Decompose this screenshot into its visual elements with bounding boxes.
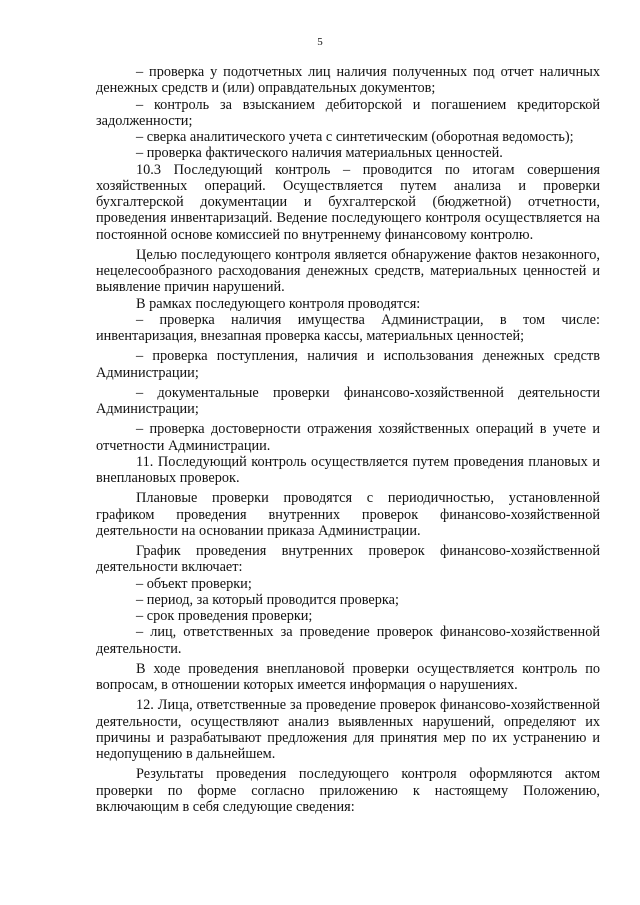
paragraph: – срок проведения проверки; — [136, 608, 313, 624]
paragraph: – проверка у подотчетных лиц наличия полученных под отчет наличных денежных средств и (или) оправдательных документов; — [96, 64, 600, 97]
paragraph: – сверка аналитического учета с синтетическим (оборотная ведомость); — [136, 129, 574, 145]
paragraph: В рамках последующего контроля проводятся: — [136, 295, 421, 312]
paragraph: – объект проверки; — [136, 575, 252, 592]
paragraph: – проверка фактического наличия материальных ценностей. — [136, 145, 503, 162]
paragraph: – документальные проверки финансово-хозяйственной деятельности Администрации; — [96, 384, 600, 417]
document-body — [96, 64, 600, 815]
paragraph: Целью последующего контроля является обнаружение фактов незаконного, нецелесообразного расходования денежных средств, материальных ценностей и выявление причин нарушений. — [96, 246, 600, 296]
paragraph: 12. Лица, ответственные за проведение проверок финансово-хозяйственной деятельности, осуществляют анализ выявленных нарушений, определяют их причины и разрабатывают предложения для принятия мер по их устранению и недопущению в дальнейшем. — [96, 697, 600, 762]
paragraph: – проверка поступления, наличия и использования денежных средств Администрации; — [96, 348, 600, 381]
paragraph: 10.3 Последующий контроль – проводится по итогам совершения хозяйственных операций. Осуществляется путем анализа и проверки бухгалтерской документации и бухгалтерской (бюджетной) отчетности, проведения инвентаризаций. Ведение последующего контроля осуществляется на постоянной основе комиссией по внутреннему финансовому контролю. — [96, 161, 600, 243]
paragraph: В ходе проведения внеплановой проверки осуществляется контроль по вопросам, в отношении которых имеется информация о нарушениях. — [96, 660, 600, 693]
paragraph: График проведения внутренних проверок финансово-хозяйственной деятельности включает: — [96, 543, 600, 576]
paragraph: – период, за который проводится проверка; — [136, 591, 399, 608]
page-number: 5 — [317, 36, 323, 48]
paragraph: – проверка наличия имущества Администрации, в том числе: инвентаризация, внезапная проверка кассы, материальных ценностей; — [96, 311, 600, 344]
paragraph: – лиц, ответственных за проведение проверок финансово-хозяйственной деятельности. — [96, 624, 600, 657]
paragraph: Результаты проведения последующего контроля оформляются актом проверки по форме согласно приложению к настоящему Положению, включающим в себя следующие сведения: — [96, 766, 600, 815]
paragraph: 11. Последующий контроль осуществляется путем проведения плановых и внеплановых проверок. — [96, 453, 600, 486]
paragraph: – контроль за взысканием дебиторской и погашением кредиторской задолженности; — [96, 96, 600, 129]
paragraph: Плановые проверки проводятся с периодичностью, установленной графиком проведения внутренних проверок финансово-хозяйственной деятельности на основании приказа Администрации. — [96, 490, 600, 539]
paragraph: – проверка достоверности отражения хозяйственных операций в учете и отчетности Администрации. — [96, 421, 600, 454]
